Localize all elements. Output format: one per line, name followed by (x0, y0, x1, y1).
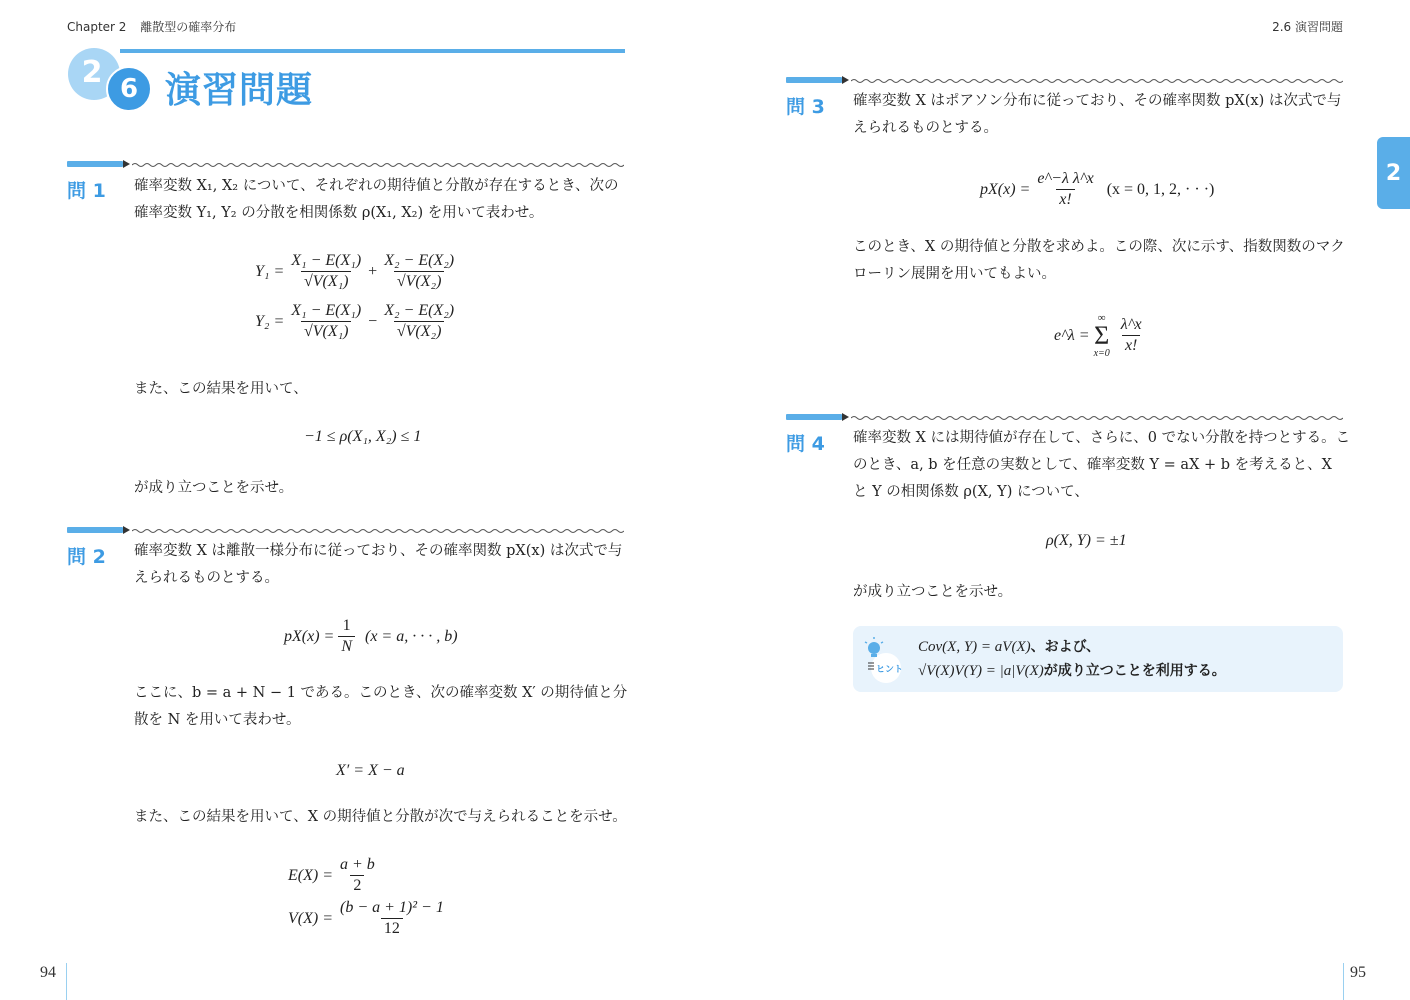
hint-line2: √V(X)V(Y) = |a|V(X)が成り立つことを利用する。 (918, 663, 1226, 679)
q2-wave-line (132, 527, 624, 535)
q3-text-line1: 確率変数 X はポアソン分布に従っており、その確率関数 pX(x) は次式で与 (853, 93, 1342, 109)
page-number-right: 95 (1350, 964, 1366, 981)
q2-ex: E(X) = $\frac{a + b}{2}$ (288, 856, 375, 894)
q3-text-line2: えられるものとする。 (853, 120, 998, 136)
running-header-right: 2.6 演習問題 (1272, 20, 1343, 34)
q2-pencil-divider (67, 525, 131, 535)
chapter-label: Chapter 2 (67, 20, 127, 34)
gutter-line-right (1343, 963, 1344, 1000)
q1-inequality: −1 ≤ ρ(X₁, X₂) ≤ 1 (304, 428, 422, 445)
gutter-line-left (66, 963, 67, 1000)
chapter-badge: 2 (68, 48, 120, 100)
q3-pencil-divider (786, 75, 850, 85)
q2-label: 問 2 (67, 546, 106, 568)
q4-eq: ρ(X, Y) = ±1 (1046, 532, 1127, 549)
q4-label: 問 4 (786, 433, 825, 455)
section-top-rule (120, 49, 625, 53)
q3-label: 問 3 (786, 96, 825, 118)
q2-text-line2: えられるものとする。 (134, 570, 279, 586)
running-header-left (67, 18, 236, 35)
q2-vx: V(X) = $\frac{\text{(b − a + 1)² − 1}}{12}$ (288, 899, 444, 937)
q4-wave-line (851, 414, 1343, 422)
q3-text-line4: ローリン展開を用いてもよい。 (853, 266, 1056, 282)
q2-text-line4: 散を N を用いて表わせ。 (134, 712, 301, 728)
q1-text-line1: 確率変数 X₁, X₂ について、それぞれの期待値と分散が存在するとき、次の (134, 178, 619, 194)
q1-pencil-divider (67, 159, 131, 169)
q4-text-line1: 確率変数 X には期待値が存在して、さらに、0 でない分散を持つとする。こ (853, 430, 1351, 446)
chapter-title: 離散型の確率分布 (140, 20, 237, 34)
q4-conclude: が成り立つことを示せ。 (853, 584, 1013, 600)
q2-text-line3: ここに、b = a + N − 1 である。このとき、次の確率変数 X′ の期待値と分 (134, 685, 628, 701)
section-title: 演習問題 (165, 70, 314, 111)
q2-xprime: X′ = X − a (336, 762, 405, 779)
q2-text-line5: また、この結果を用いて、X の期待値と分散が次で与えられることを示せ。 (134, 809, 627, 825)
chapter-side-tab: 2 (1377, 137, 1410, 209)
section-badge: 6 (106, 66, 152, 112)
q1-eq-y1: Y₁ = $\frac{\text{X₁ − E(X₁)}}{\text{√V(X₁)}}$ + $\frac{\text{X₂ − E(X₂)}}{\text{√V(X₂)}}$ (255, 252, 455, 290)
q3-text-line3: このとき、X の期待値と分散を求めよ。この際、次に示す、指数関数のマク (853, 239, 1345, 255)
q1-conclude: が成り立つことを示せ。 (134, 480, 294, 496)
q1-text-after: また、この結果を用いて、 (134, 381, 308, 397)
page-number-left: 94 (40, 964, 56, 981)
lightbulb-icon (860, 634, 912, 684)
q4-text-line3: と Y の相関係数 ρ(X, Y) について、 (853, 484, 1089, 500)
q2-pmf: pX(x) = $\frac{1}{N}$ (x = a, · · · , b) (284, 617, 458, 655)
hint-line1: Cov(X, Y) = aV(X)、および、 (918, 639, 1101, 655)
q1-eq-y2: Y₂ = $\frac{\text{X₁ − E(X₁)}}{\text{√V(X₁)}}$ − $\frac{\text{X₂ − E(X₂)}}{\text{√V(X₂)}}$ (255, 302, 455, 340)
q1-text-line2: 確率変数 Y₁, Y₂ の分散を相関係数 ρ(X₁, X₂) を用いて表わせ。 (134, 205, 544, 221)
hint-label: ヒント (876, 665, 904, 675)
q3-pmf: pX(x) = $\frac{\text{e\textasciicircum{}−λ λ\textasciicircum{}x}}{x!}$ (x = 0, 1, 2, · · ·) (980, 170, 1215, 208)
summation: ∞ Σ x=0 (1093, 312, 1110, 359)
q4-pencil-divider (786, 412, 850, 422)
q2-text-line1: 確率変数 X は離散一様分布に従っており、その確率関数 pX(x) は次式で与 (134, 543, 623, 559)
q1-wave-line (132, 161, 624, 169)
q3-wave-line (851, 77, 1343, 85)
q3-maclaurin: e^λ = ∞ Σ x=0 $\frac{\lambda\^{}x}{x!}$ (1054, 312, 1142, 359)
q1-label: 問 1 (67, 180, 106, 202)
q4-text-line2: のとき、a, b を任意の実数として、確率変数 Y = aX + b を考えると、X (853, 457, 1332, 473)
